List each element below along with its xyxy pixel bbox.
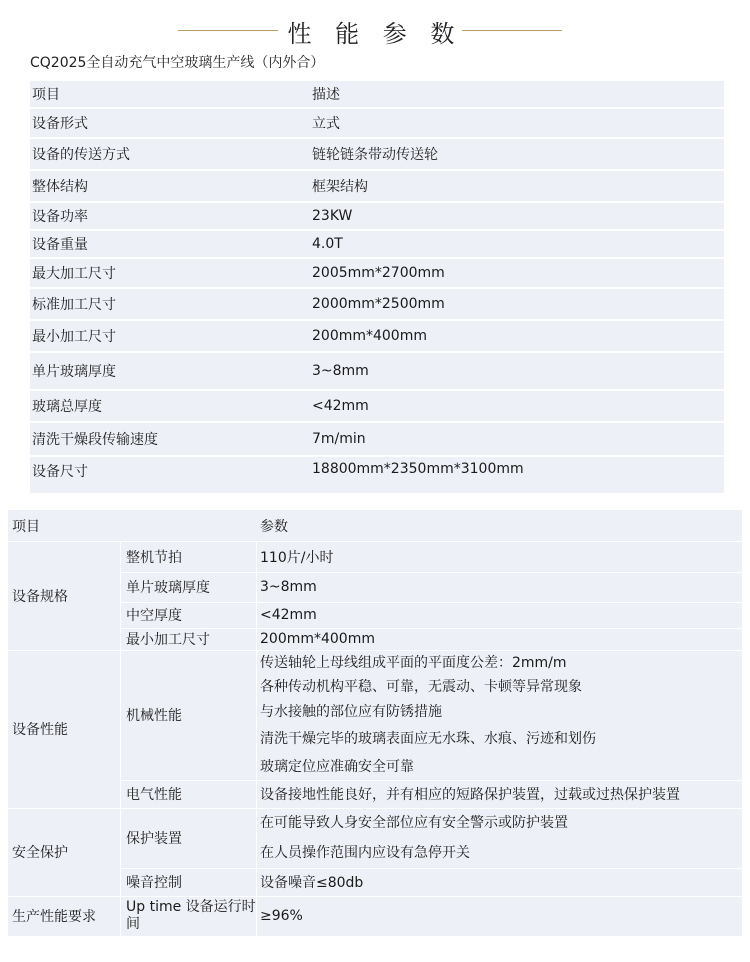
value-mech-1: 传送轴轮上母线组成平面的平面度公差：2mm/m: [260, 655, 567, 671]
row-label: 设备尺寸: [32, 464, 88, 480]
table-row: [30, 171, 724, 203]
value-hollow: <42mm: [260, 607, 317, 623]
sub-hollow: 中空厚度: [126, 608, 182, 624]
group-safety: 安全保护: [12, 845, 68, 861]
group-prod: 生产性能要求: [12, 909, 96, 925]
sub-noise: 噪音控制: [126, 875, 182, 891]
table-row: [30, 139, 724, 171]
table-row: [30, 203, 724, 231]
value-protect-1: 在可能导致人身安全部位应有安全警示或防护装置: [260, 815, 568, 831]
header-param: 参数: [260, 518, 288, 535]
row-label: 标准加工尺寸: [32, 297, 116, 313]
table-row: [30, 289, 724, 321]
table-row: [30, 259, 724, 289]
product-subtitle: CQ2025全自动充气中空玻璃生产线（内外合）: [30, 55, 325, 71]
sub-protect: 保护装置: [126, 831, 182, 847]
row-label: 设备重量: [32, 237, 88, 253]
description-table: [30, 81, 724, 495]
value-mech-4: 清洗干燥完毕的玻璃表面应无水珠、水痕、污迹和划伤: [260, 731, 596, 747]
row-value: 框架结构: [312, 179, 368, 195]
row-label: 最大加工尺寸: [32, 266, 116, 282]
row-label: 玻璃总厚度: [32, 399, 102, 415]
row-label: 最小加工尺寸: [32, 329, 116, 345]
row-label: 整体结构: [32, 179, 88, 195]
table-row: [30, 109, 724, 139]
table-row: [30, 231, 724, 259]
value-cycle: 110片/小时: [260, 549, 334, 566]
header-item: 项目: [32, 87, 60, 103]
row-value: 2005mm*2700mm: [312, 265, 445, 281]
value-elec: 设备接地性能良好，并有相应的短路保护装置，过载或过热保护装置: [260, 787, 680, 803]
row-value: 链轮链条带动传送轮: [312, 147, 438, 163]
table-row: [30, 423, 724, 457]
page-title: 性 能 参 数: [287, 20, 463, 48]
row-value: <42mm: [312, 398, 369, 414]
sub-glass: 单片玻璃厚度: [126, 580, 210, 596]
table-row: [30, 321, 724, 353]
row-label: 设备的传送方式: [32, 147, 130, 163]
group-spec: 设备规格: [12, 588, 68, 605]
value-protect-2: 在人员操作范围内应设有急停开关: [260, 845, 470, 861]
row-value: 7m/min: [312, 431, 366, 447]
header-desc: 描述: [312, 87, 340, 103]
table-row: [30, 353, 724, 391]
sub-minsize: 最小加工尺寸: [126, 632, 210, 648]
row-value: 3~8mm: [312, 363, 369, 379]
group-perf: 设备性能: [12, 722, 68, 738]
row-value: 2000mm*2500mm: [312, 296, 445, 312]
row-label: 设备形式: [32, 116, 88, 132]
value-mech-2: 各种传动机构平稳、可靠，无震动、卡顿等异常现象: [260, 679, 582, 695]
row-value: 立式: [312, 116, 340, 132]
header-item: 项目: [12, 518, 40, 535]
value-uptime: ≥96%: [260, 908, 303, 924]
row-value: 4.0T: [312, 236, 343, 252]
value-minsize: 200mm*400mm: [260, 631, 375, 647]
row-value: 23KW: [312, 208, 353, 224]
sub-cycle: 整机节拍: [126, 549, 182, 566]
sub-elec: 电气性能: [126, 787, 182, 803]
row-label: 单片玻璃厚度: [32, 364, 116, 380]
table-header-row: [30, 81, 724, 109]
sub-uptime: Up time 设备运行时间: [126, 899, 256, 932]
table-row: [30, 391, 724, 423]
table-row: [30, 457, 724, 495]
row-value: 200mm*400mm: [312, 328, 427, 344]
title-divider-right: [462, 30, 562, 31]
value-mech-5: 玻璃定位应准确安全可靠: [260, 759, 414, 775]
row-label: 清洗干燥段传输速度: [32, 432, 158, 448]
value-noise: 设备噪音≤80db: [260, 875, 364, 891]
row-value: 18800mm*2350mm*3100mm: [312, 461, 524, 477]
value-mech-3: 与水接触的部位应有防锈措施: [260, 704, 442, 720]
parameter-table: [8, 510, 742, 936]
value-glass: 3~8mm: [260, 579, 317, 595]
title-block: [0, 14, 750, 46]
row-label: 设备功率: [32, 209, 88, 225]
sub-mech: 机械性能: [126, 708, 182, 724]
